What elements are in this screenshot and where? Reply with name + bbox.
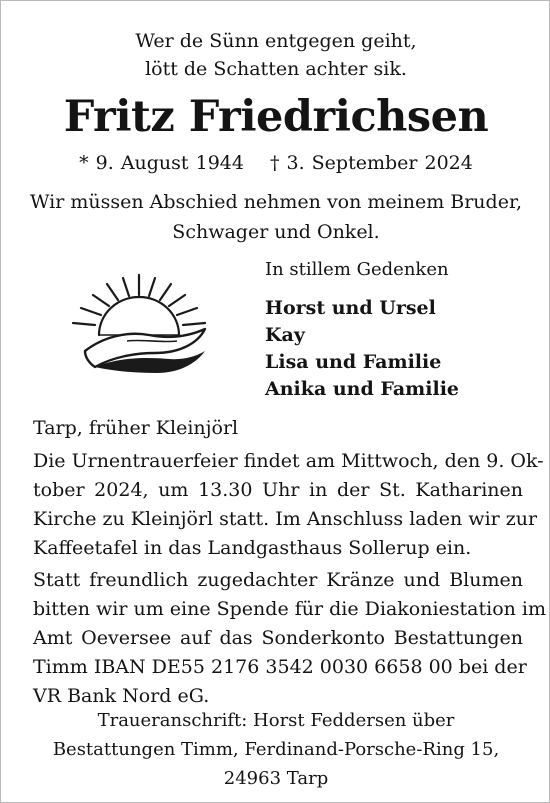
family-member: Anika und Familie bbox=[265, 378, 459, 400]
deceased-name: Fritz Friedrichsen bbox=[63, 92, 489, 142]
paragraph-line: Timm IBAN DE55 2176 3542 0030 6658 00 bei der bbox=[33, 656, 527, 678]
family-list bbox=[265, 295, 459, 403]
paragraph-line: Kaffeetafel in das Landgasthaus Sollerup ein. bbox=[33, 537, 472, 559]
life-dates bbox=[1, 149, 550, 177]
motto bbox=[1, 27, 550, 83]
paragraph-line: Die Urnentrauerfeier findet am Mittwoch, den 9. Ok- bbox=[33, 450, 544, 472]
farewell-line: Schwager und Onkel. bbox=[172, 221, 380, 243]
in-memory-label: In stillem Gedenken bbox=[265, 259, 449, 280]
farewell-line: Wir müssen Abschied nehmen von meinem Bruder, bbox=[29, 191, 522, 213]
address-line: Bestattungen Timm, Ferdinand-Porsche-Ring 15, bbox=[52, 739, 500, 760]
farewell-text bbox=[1, 187, 550, 247]
place-of-residence: Tarp, früher Kleinjörl bbox=[33, 417, 239, 439]
ceremony-paragraph bbox=[33, 447, 544, 563]
mourning-address bbox=[1, 706, 550, 793]
paragraph-line: Amt Oeversee auf das Sonderkonto Bestattungen bbox=[33, 627, 523, 649]
paragraph-line: VR Bank Nord eG. bbox=[33, 685, 210, 707]
address-line: 24963 Tarp bbox=[223, 768, 329, 789]
sun-over-hands-icon bbox=[65, 273, 211, 377]
family-member: Lisa und Familie bbox=[265, 351, 442, 373]
family-member: Horst und Ursel bbox=[265, 297, 436, 319]
family-member: Kay bbox=[265, 324, 305, 346]
birth-date: * 9. August 1944 bbox=[79, 152, 244, 174]
motto-line: Wer de Sünn entgegen geiht, bbox=[135, 30, 417, 52]
motto-line: lött de Schatten achter sik. bbox=[145, 58, 407, 80]
address-line: Traueranschrift: Horst Feddersen über bbox=[97, 710, 455, 731]
paragraph-line: tober 2024, um 13.30 Uhr in der St. Katharinen bbox=[33, 479, 523, 501]
donation-paragraph bbox=[33, 566, 547, 711]
death-date: † 3. September 2024 bbox=[269, 152, 473, 174]
paragraph-line: bitten wir um eine Spende für die Diakoniestation im bbox=[33, 598, 547, 620]
paragraph-line: Kirche zu Kleinjörl statt. Im Anschluss laden wir zur bbox=[33, 508, 538, 530]
paragraph-line: Statt freundlich zugedachter Kränze und Blumen bbox=[33, 569, 523, 591]
